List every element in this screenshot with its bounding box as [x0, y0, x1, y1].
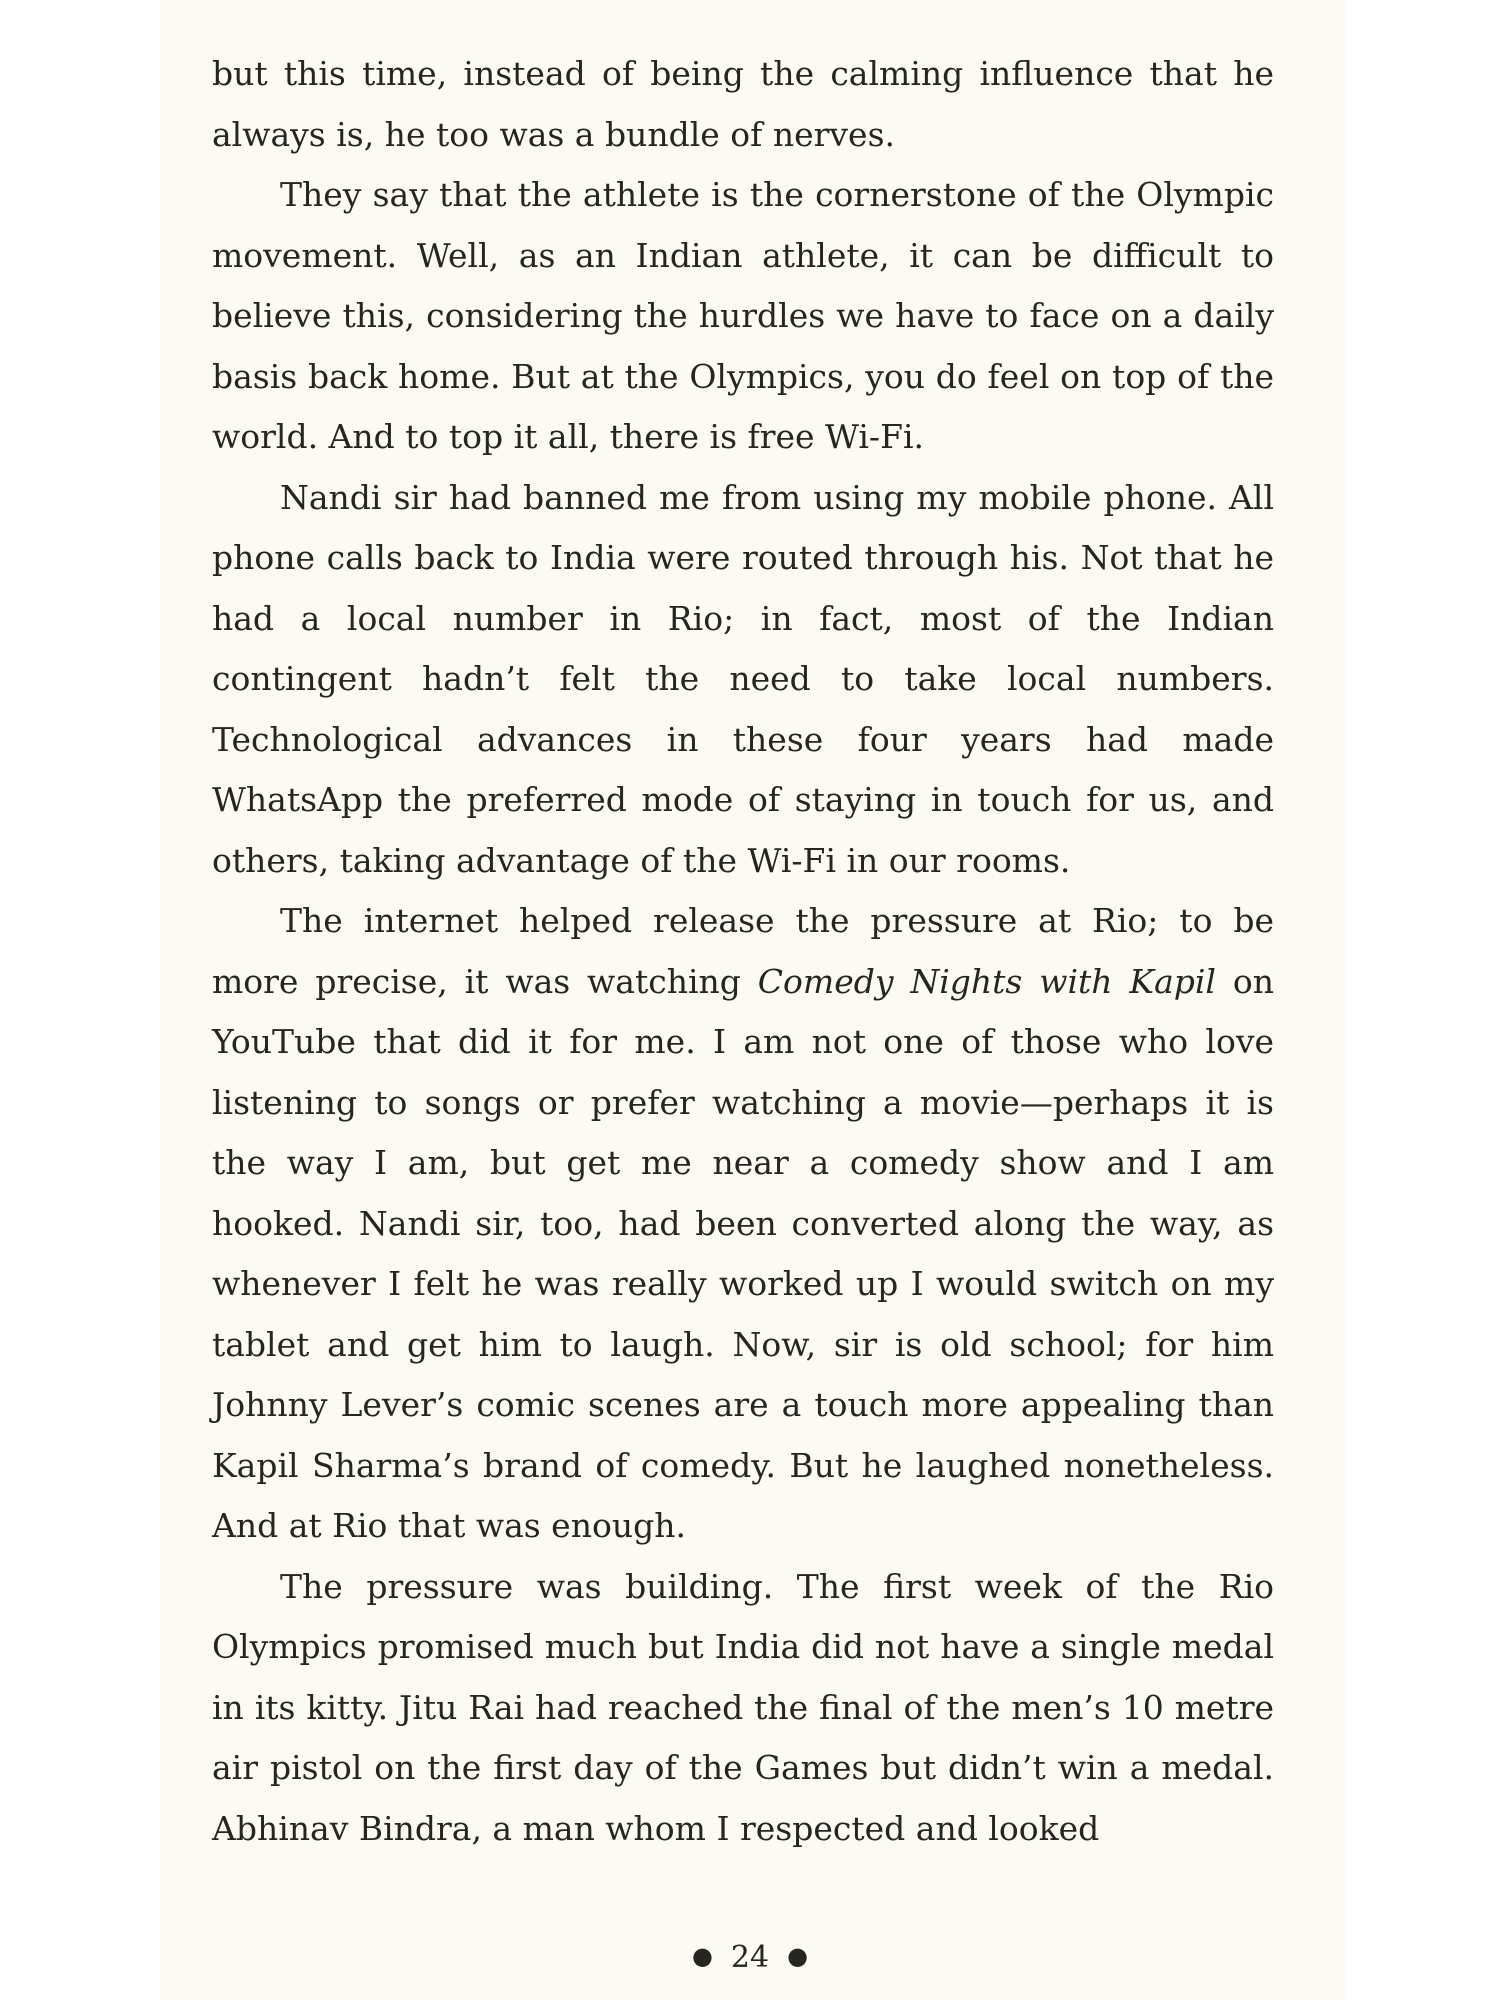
paragraph-4	[212, 891, 1274, 1557]
paragraph-4-text-before: The internet helped release the pressure at Rio; to be more precise, it was watching	[212, 901, 1274, 1001]
page-number: 24	[730, 1940, 770, 1975]
paragraph-3: Nandi sir had banned me from using my mobile phone. All phone calls back to India were routed through his. Not that he had a local number in Rio; in fact, most of the Indian contingent hadn’t felt the need to take local numbers. Technological advances in these four years had made WhatsApp the preferred mode of staying in touch for us, and others, taking advantage of the Wi-Fi in our rooms.	[212, 477, 1274, 880]
page-footer	[0, 1940, 1500, 1975]
paragraph-2: They say that the athlete is the cornerstone of the Olympic movement. Well, as an Indian athlete, it can be difficult to believe this, considering the hurdles we have to face on a daily basis back home. But at the Olympics, you do feel on top of the world. And to top it all, there is free Wi-Fi.	[212, 175, 1274, 456]
body-text	[212, 44, 1274, 1859]
bullet-left-icon: ●	[691, 1942, 713, 1970]
show-title-italic: Comedy Nights with Kapil	[757, 961, 1216, 1001]
paragraph-1: but this time, instead of being the calming influence that he always is, he too was a bundle of nerves.	[212, 54, 1274, 154]
paragraph-4-text-after: on YouTube that did it for me. I am not one of those who love listening to songs or prefer watching a movie—perhaps it is the way I am, but get me near a comedy show and I am hooked. Nandi sir, too, had been converted along the way, as whenever I felt he was really worked up I would switch on my tablet and get him to laugh. Now, sir is old school; for him Johnny Lever’s comic scenes are a touch more appealing than Kapil Sharma’s brand of comedy. But he laughed nonetheless. And at Rio that was enough.	[212, 961, 1274, 1545]
bullet-right-icon: ●	[787, 1942, 809, 1970]
paragraph-5: The pressure was building. The first week of the Rio Olympics promised much but India did not have a single medal in its kitty. Jitu Rai had reached the final of the men’s 10 metre air pistol on the first day of the Games but didn’t win a medal. Abhinav Bindra, a man whom I respected and looked	[212, 1566, 1274, 1848]
